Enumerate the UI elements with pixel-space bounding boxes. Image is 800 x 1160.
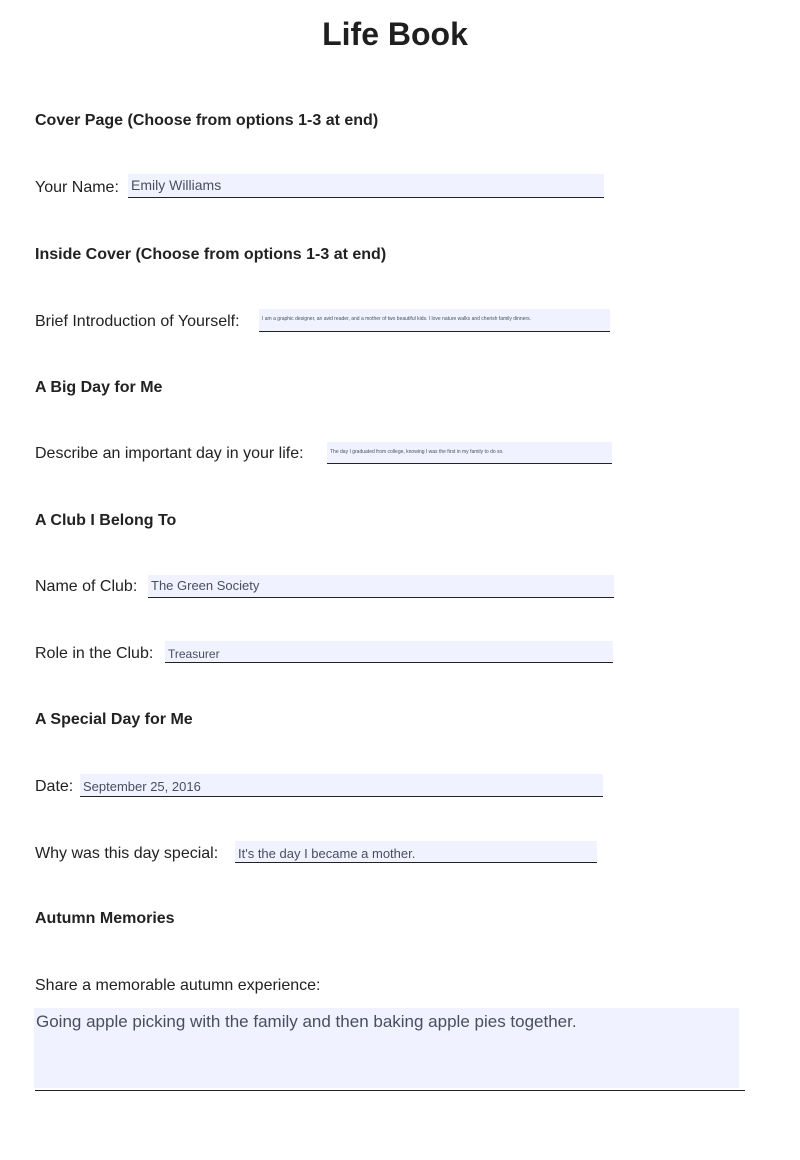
club-heading: A Club I Belong To (35, 512, 177, 529)
autumn-label: Share a memorable autumn experience: (35, 977, 321, 994)
big-day-heading: A Big Day for Me (35, 379, 163, 396)
date-label: Date: (35, 778, 74, 795)
why-special-field[interactable]: It's the day I became a mother. (235, 841, 597, 863)
important-day-field[interactable]: The day I graduated from college, knowing I was the first in my family to do so. (327, 442, 612, 464)
autumn-textarea[interactable]: Going apple picking with the family and then baking apple pies together. (34, 1008, 739, 1088)
name-field[interactable]: Emily Williams (128, 174, 604, 198)
why-special-label: Why was this day special: (35, 845, 219, 862)
date-field[interactable]: September 25, 2016 (80, 774, 603, 797)
special-day-heading: A Special Day for Me (35, 711, 193, 728)
club-name-field[interactable]: The Green Society (148, 575, 614, 598)
club-name-label: Name of Club: (35, 578, 138, 595)
autumn-underline (35, 1090, 745, 1091)
inside-cover-heading: Inside Cover (Choose from options 1-3 at end) (35, 246, 387, 263)
autumn-heading: Autumn Memories (35, 910, 175, 927)
club-role-label: Role in the Club: (35, 645, 154, 662)
important-day-label: Describe an important day in your life: (35, 445, 304, 462)
club-role-field[interactable]: Treasurer (165, 641, 613, 663)
page-title: Life Book (322, 16, 468, 52)
intro-label: Brief Introduction of Yourself: (35, 313, 240, 330)
cover-heading: Cover Page (Choose from options 1-3 at end) (35, 112, 379, 129)
intro-field[interactable]: I am a graphic designer, an avid reader, and a mother of two beautiful kids. I love nature walks and cherish family dinners. (259, 309, 610, 332)
name-label: Your Name: (35, 179, 119, 196)
